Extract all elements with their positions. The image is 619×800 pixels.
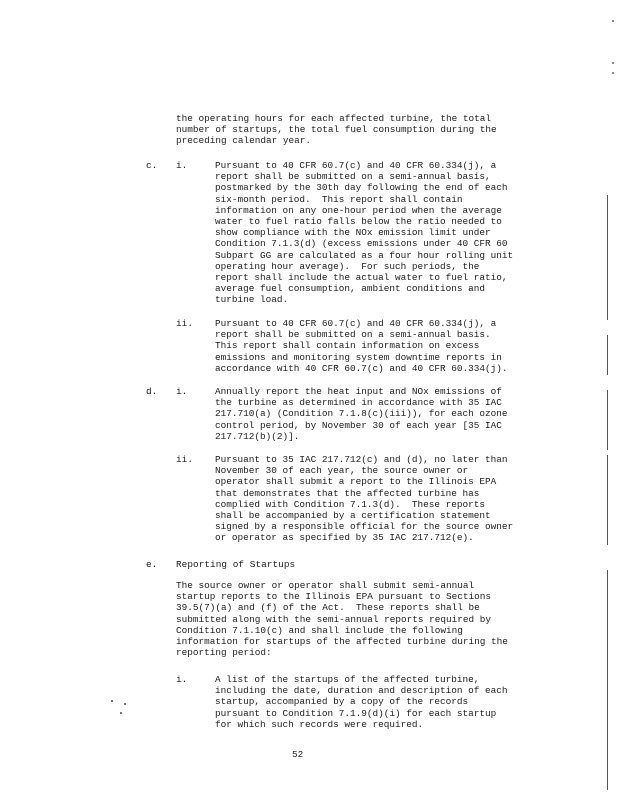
margin-mark [612,62,614,64]
item-e-letter: e. [146,559,158,570]
item-c-i-text: Pursuant to 40 CFR 60.7(c) and 40 CFR 60.334(j), a report shall be submitted on a semi-annual basis, postmarked by the 30th day following the end of each six-month period. This report shall contain information on any one-hour period when the average water to fuel ratio falls below the ratio needed to show compliance with the NOx emission limit under Condition 7.1.3(d) (excess emissions under 40 CFR 60 Subpart GG are calculated as a four hour rolling unit operating hour average). For such periods, the report shall include the actual water to fuel ratio, average fuel consumption, ambient conditions and turbine load. [215,160,514,306]
revision-bar [607,390,608,450]
item-e-paragraph: The source owner or operator shall submit semi-annual startup reports to the Illinois EPA pursuant to Sections 39.5(7)(a) and (f) of the Act. These reports shall be submitted along with the semi-annual reports required by Condition 7.1.10(c) and shall include the following information for startups of the affected turbine during the reporting period: [176,580,508,659]
revision-bar [607,455,608,545]
revision-bar [607,195,608,320]
item-d-ii-number: ii. [176,454,194,465]
continued-paragraph: the operating hours for each affected turbine, the total number of startups, the total fuel consumption during the preceding calendar year. [176,113,497,147]
item-d-letter: d. [146,386,158,397]
margin-mark [612,20,614,22]
margin-mark [612,72,614,74]
item-d-i-text: Annually report the heat input and NOx emissions of the turbine as determined in accordance with 35 IAC 217.710(a) (Condition 7.1.8(c)(iii)), for each ozone control period, by November 30 of each year [35 IAC 217.712(b)(2)]. [215,386,508,442]
revision-bar [607,570,608,790]
item-e-heading: Reporting of Startups [176,559,296,570]
page-number: 52 [292,749,304,760]
item-e-i-number: i. [176,674,188,685]
scan-speck [120,712,122,714]
item-d-ii-text: Pursuant to 35 IAC 217.712(c) and (d), no later than November 30 of each year, the source owner or operator shall submit a report to the Illinois EPA that demonstrates that the affected turbine has complied with Condition 7.1.3(d). These reports shall be accompanied by a certification statement signed by a responsible official for the source owner or operator as specified by 35 IAC 217.712(e). [215,454,514,544]
item-e-i-text: A list of the startups of the affected turbine, including the date, duration and description of each startup, accompanied by a copy of the records pursuant to Condition 7.1.9(d)(i) for each startup for which such records were required. [215,674,508,730]
scan-speck [124,703,126,705]
scan-speck [111,700,113,702]
item-d-i-number: i. [176,386,188,397]
item-c-i-number: i. [176,160,188,171]
item-c-ii-number: ii. [176,318,194,329]
item-c-ii-text: Pursuant to 40 CFR 60.7(c) and 40 CFR 60.334(j), a report shall be submitted on a semi-annual basis. This report shall contain information on excess emissions and monitoring system downtime reports in accordance with 40 CFR 60.7(c) and 40 CFR 60.334(j). [215,318,508,374]
item-c-letter: c. [146,160,158,171]
revision-bar [607,335,608,375]
